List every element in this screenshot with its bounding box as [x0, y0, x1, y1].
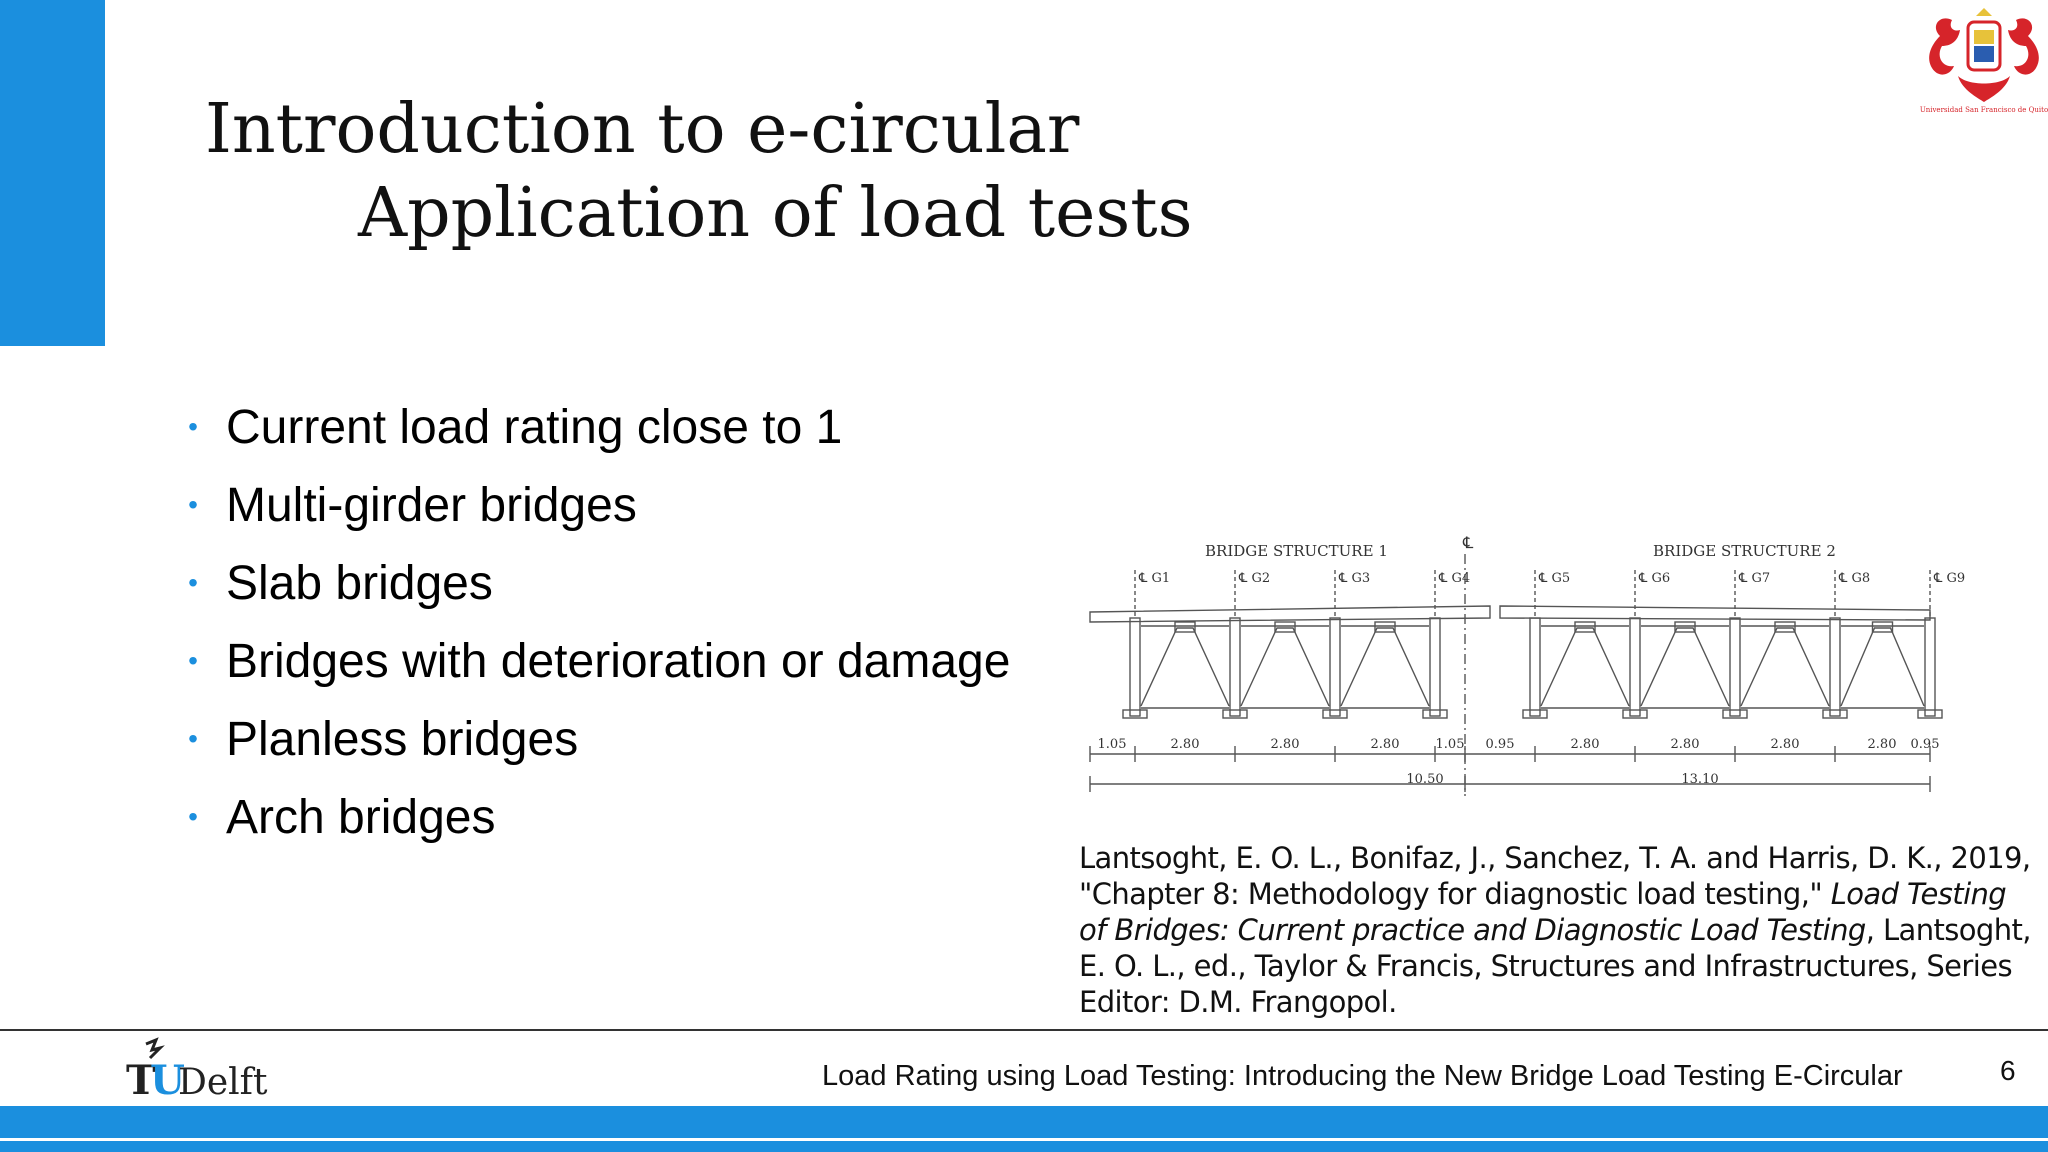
spacing-label: 0.95 [1910, 737, 1940, 752]
bullet-text: Bridges with deterioration or damage [226, 634, 1011, 688]
title-line-2: Application of load tests [358, 174, 1193, 253]
list-item [160, 700, 1010, 778]
girder-label: ℄ G3 [1339, 571, 1371, 586]
girder [1630, 618, 1640, 716]
bullet-dot-icon: • [188, 723, 198, 754]
list-item [160, 388, 1010, 466]
girder-label: ℄ G1 [1139, 571, 1171, 586]
spacing-label: 2.80 [1670, 737, 1700, 752]
tu-delft-logo-u: U [150, 1057, 185, 1104]
girder-flange [1223, 710, 1247, 718]
girder-flange [1123, 710, 1147, 718]
gusset-plate [1375, 622, 1395, 632]
spacing-label: 2.80 [1270, 737, 1300, 752]
girder [1130, 618, 1140, 716]
girder-flange [1523, 710, 1547, 718]
gusset-plate [1675, 622, 1695, 632]
girder [1330, 618, 1340, 716]
accent-bar [0, 0, 105, 346]
cross-frame-diagonal [1641, 628, 1729, 706]
usfq-logo [1920, 6, 2048, 116]
girder-label: ℄ G4 [1439, 571, 1471, 586]
girder-label: ℄ G6 [1639, 571, 1671, 586]
spacing-label: 1.05 [1097, 737, 1127, 752]
girder-label: ℄ G8 [1839, 571, 1871, 586]
deck-slab-right [1500, 606, 1930, 620]
girder [1925, 618, 1935, 716]
total-width-left: 10.50 [1406, 772, 1444, 787]
bullet-text: Slab bridges [226, 556, 493, 610]
girder [1530, 618, 1540, 716]
bridge-structure-2-heading: BRIDGE STRUCTURE 2 [1653, 542, 1836, 560]
girder-label: ℄ G2 [1239, 571, 1271, 586]
girder-flange [1723, 710, 1747, 718]
bottom-band [0, 1106, 2048, 1138]
girder-label: ℄ G5 [1539, 571, 1571, 586]
gusset-plate [1575, 622, 1595, 632]
list-item [160, 622, 1010, 700]
citation [1079, 840, 2039, 1020]
bullet-text: Arch bridges [226, 790, 496, 844]
spacing-label: 1.05 [1435, 737, 1465, 752]
spacing-label: 0.95 [1485, 737, 1515, 752]
bullet-dot-icon: • [188, 801, 198, 832]
title-line-1: Introduction to e-circular [205, 90, 1080, 169]
gusset-plate [1275, 622, 1295, 632]
list-item [160, 778, 1010, 856]
bullet-list [160, 388, 1010, 856]
centerline-symbol: ℄ [1463, 533, 1474, 552]
girder-label: ℄ G7 [1739, 571, 1771, 586]
citation-book-title: Load Testing of Bridges: Current practice and Diagnostic Load Testing [1079, 877, 2007, 947]
girder [1830, 618, 1840, 716]
tu-delft-logo-delft: Delft [178, 1062, 268, 1103]
cross-frame-diagonal [1541, 628, 1629, 706]
spacing-label: 2.80 [1370, 737, 1400, 752]
girder-flange [1323, 710, 1347, 718]
girder [1730, 618, 1740, 716]
girder [1430, 618, 1440, 716]
bullet-dot-icon: • [188, 489, 198, 520]
girder-label: ℄ G9 [1934, 571, 1966, 586]
footer-divider [0, 1029, 2048, 1031]
bullet-dot-icon: • [188, 411, 198, 442]
spacing-label: 2.80 [1570, 737, 1600, 752]
bottom-band-thin [0, 1141, 2048, 1152]
tu-delft-logo [126, 1040, 276, 1104]
gusset-plate [1175, 622, 1195, 632]
list-item [160, 466, 1010, 544]
bullet-dot-icon: • [188, 567, 198, 598]
cross-frame-diagonal [1341, 628, 1429, 706]
spacing-label: 2.80 [1770, 737, 1800, 752]
bullet-text: Current load rating close to 1 [226, 400, 843, 454]
citation-part-2: , Lantsoght, E. O. L., ed., Taylor & Francis, Structures and Infrastructures, Series Editor: D.M. Frangopol. [1079, 913, 2031, 1019]
cross-frame-diagonal [1741, 628, 1829, 706]
girder-flange [1423, 710, 1447, 718]
page-number: 6 [2000, 1055, 2016, 1086]
citation-part-1: Lantsoght, E. O. L., Bonifaz, J., Sanchez, T. A. and Harris, D. K., 2019, "Chapter 8: Methodology for diagnostic load testing," [1079, 841, 2031, 911]
total-width-right: 13.10 [1681, 772, 1719, 787]
gusset-plate [1873, 622, 1893, 632]
girder-flange [1623, 710, 1647, 718]
girder [1230, 618, 1240, 716]
spacing-label: 2.80 [1867, 737, 1897, 752]
bridge-structure-1-heading: BRIDGE STRUCTURE 1 [1205, 542, 1388, 560]
usfq-caption: Universidad San Francisco de Quito [1919, 106, 2048, 114]
girder-flange [1823, 710, 1847, 718]
bullet-dot-icon: • [188, 645, 198, 676]
spacing-label: 2.80 [1170, 737, 1200, 752]
slide-title [205, 88, 1193, 256]
bullet-text: Planless bridges [226, 712, 579, 766]
cross-frame-diagonal [1241, 628, 1329, 706]
cross-frame-diagonal [1841, 628, 1924, 706]
gusset-plate [1775, 622, 1795, 632]
bridge-cross-section-drawing [1085, 526, 1966, 806]
girder-flange [1918, 710, 1942, 718]
cross-frame-diagonal [1141, 628, 1229, 706]
footer-presentation-title: Load Rating using Load Testing: Introducing the New Bridge Load Testing E-Circular [822, 1060, 1903, 1092]
bullet-text: Multi-girder bridges [226, 478, 637, 532]
tu-delft-logo-t: T [126, 1057, 156, 1104]
list-item [160, 544, 1010, 622]
